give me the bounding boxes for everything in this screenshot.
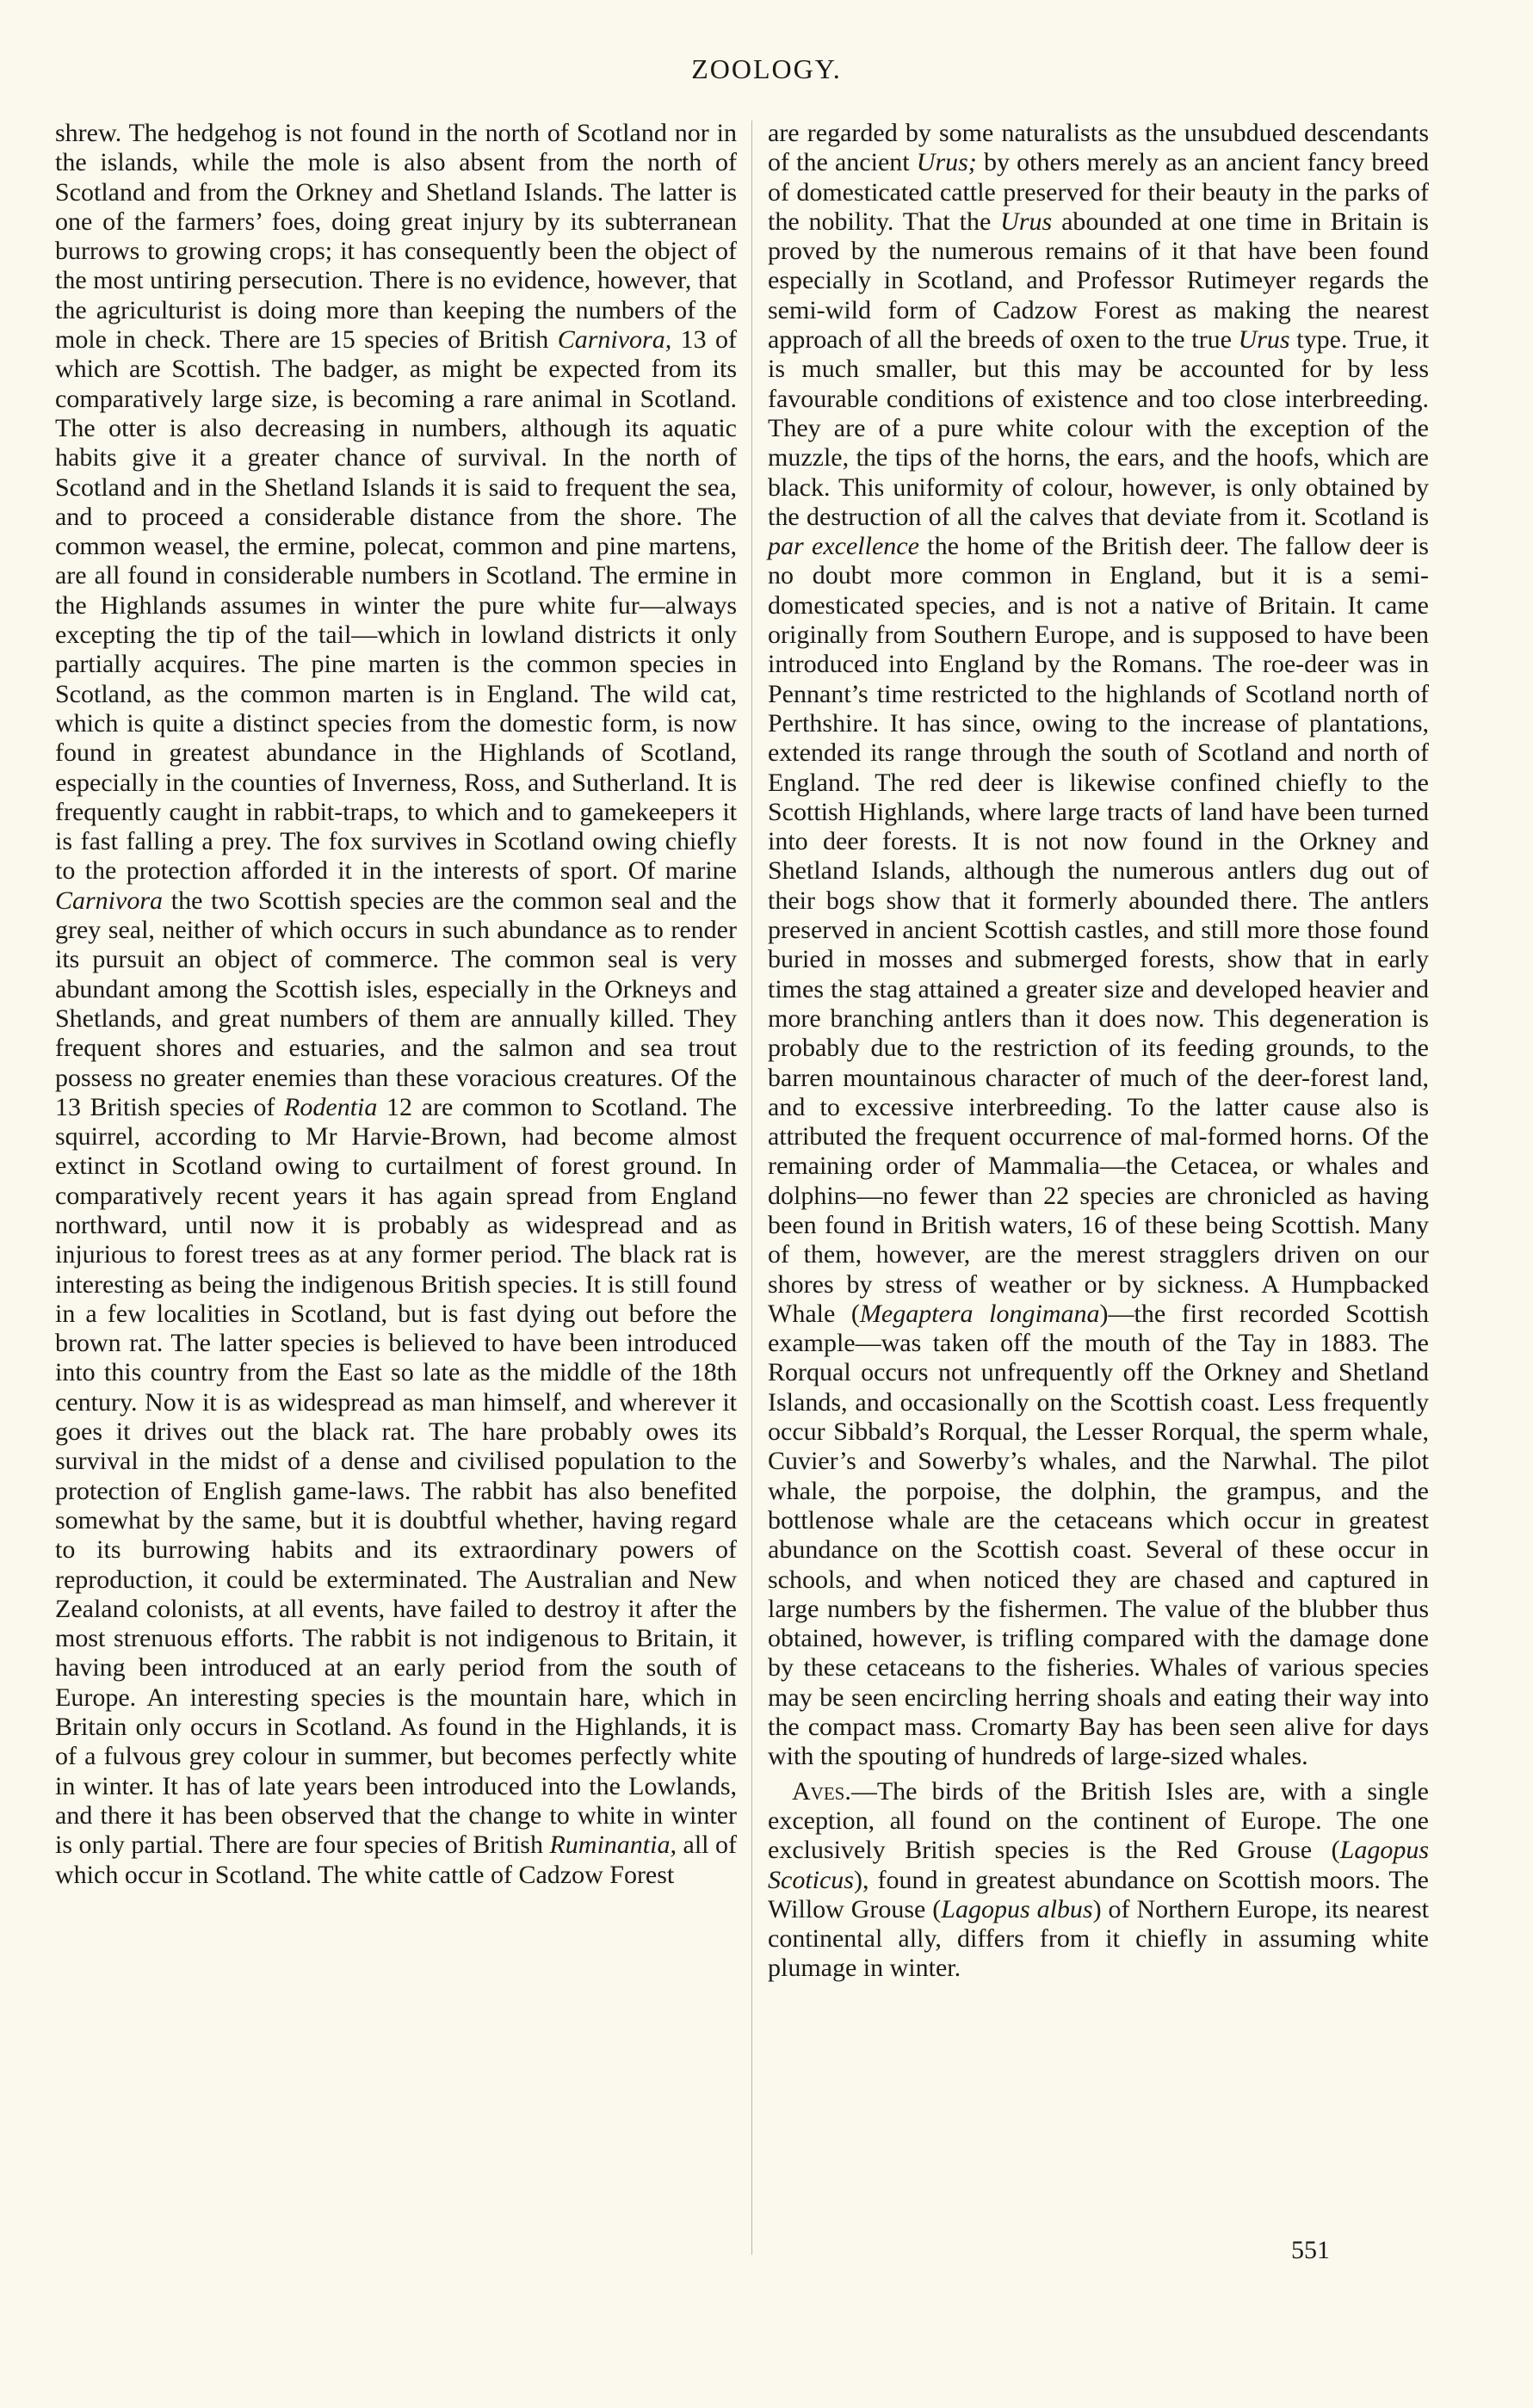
section-heading-aves: Aves. [792,1776,851,1806]
left-column [55,119,737,1890]
aves-paragraph: Aves.—The birds of the British Isles are, with a single exception, all found on the continent of Europe. The one exclusively British species is the Red Grouse (Lagopus Scoticus), found in greatest abundance on Scottish moors. The Willow Grouse (Lagopus albus) of Northern Europe, its nearest continental ally, differs from it chiefly in assuming white plumage in winter. [768,1776,1429,1983]
taxon-italic: Lagopus Scoticus [768,1836,1429,1894]
taxon-italic: Urus [1238,325,1290,355]
phrase-italic: par excellence [768,532,919,561]
right-paragraph: are regarded by some naturalists as the unsubdued descendants of the ancient Urus; by others merely as an ancient fancy breed of domesticated cattle preserved for their beauty in the parks of the nobility. That the Urus abounded at one time in Britain is proved by the numerous remains of it that have been found especially in Scotland, and Professor Rutimeyer regards the semi-wild form of Cadzow Forest as making the nearest approach of all the breeds of oxen to the true Urus type. True, it is much smaller, but this may be accounted for by less favourable conditions of existence and too close interbreeding. They are of a pure white colour with the exception of the muzzle, the tips of the horns, the ears, and the hoofs, which are black. This uniformity of colour, however, is only obtained by the destruction of all the calves that deviate from it. Scotland is par excellence the home of the British deer. The fallow deer is no doubt more common in England, but it is a semi-domesticated species, and is not a native of Britain. It came originally from Southern Europe, and is supposed to have been introduced into England by the Romans. The roe-deer was in Pennant’s time restricted to the highlands of Scotland north of Perthshire. It has since, owing to the increase of plantations, extended its range through the south of Scotland and north of England. The red deer is likewise confined chiefly to the Scottish Highlands, where large tracts of land have been turned into deer forests. It is not now found in the Orkney and Shetland Islands, although the numerous antlers dug out of their bogs show that it formerly abounded there. The antlers preserved in ancient Scottish castles, and still more those found buried in mosses and submerged forests, show that in early times the stag attained a greater size and developed heavier and more branching antlers than it does now. This degeneration is probably due to the restriction of its feeding grounds, to the barren mountainous character of much of the deer-forest land, and to excessive interbreeding. To the latter cause also is attributed the frequent occurrence of mal-formed horns. Of the remaining order of Mammalia—the Cetacea, or whales and dolphins—no fewer than 22 species are chronicled as having been found in British waters, 16 of these being Scottish. Many of them, however, are the merest stragglers driven on our shores by stress of weather or by sickness. A Humpbacked Whale (Megaptera longimana)—the first recorded Scottish example—was taken off the mouth of the Tay in 1883. The Rorqual occurs not unfrequently off the Orkney and Shetland Islands, and occasionally on the Scottish coast. Less frequently occur Sibbald’s Rorqual, the Lesser Rorqual, the sperm whale, Cuvier’s and Sowerby’s whales, and the Narwhal. The pilot whale, the porpoise, the dolphin, the grampus, and the bottlenose whale are the cetaceans which occur in greatest abundance on the Scottish coast. Several of these occur in schools, and when noticed they are chased and captured in large numbers by the fishermen. The value of the blubber thus obtained, however, is trifling compared with the damage done by these cetaceans to the fisheries. Whales of various species may be seen encircling herring shoals and eating their way into the compact mass. Cromarty Bay has been seen alive for days with the spouting of hundreds of large-sized whales. [768,119,1430,1771]
right-column [768,119,1429,1984]
taxon-italic: Carnivora [55,886,164,915]
running-head: ZOOLOGY. [691,53,842,84]
taxon-italic: Megaptera longimana [859,1299,1100,1328]
taxon-italic: Carnivora, [557,325,672,355]
taxon-italic: Rodentia [284,1092,378,1121]
taxon-italic: Urus; [916,148,977,177]
taxon-italic: Urus [1000,207,1053,236]
left-paragraph: shrew. The hedgehog is not found in the north of Scotland nor in the islands, while the mole is also absent from the north of Scotland and from the Orkney and Shetland Islands. The latter is one of the farmers’ foes, doing great injury by its subterranean burrows to growing crops; it has consequently been the object of the most untiring persecution. There is no evidence, however, that the agriculturist is doing more than keeping the numbers of the mole in check. There are 15 species of British Carnivora, 13 of which are Scottish. The badger, as might be expected from its comparatively large size, is becoming a rare animal in Scotland. The otter is also decreasing in numbers, although its aquatic habits give it a greater chance of survival. In the north of Scotland and in the Shetland Islands it is said to frequent the sea, and to proceed a considerable distance from the shore. The common weasel, the ermine, polecat, common and pine martens, are all found in considerable numbers in Scotland. The ermine in the Highlands assumes in winter the pure white fur—always excepting the tip of the tail—which in lowland districts it only partially acquires. The pine marten is the common species in Scotland, as the common marten is in England. The wild cat, which is quite a distinct species from the domestic form, is now found in greatest abundance in the Highlands of Scotland, especially in the counties of Inverness, Ross, and Sutherland. It is frequently caught in rabbit-traps, to which and to gamekeepers it is fast falling a prey. The fox survives in Scotland owing chiefly to the protection afforded it in the interests of sport. Of marine Carnivora the two Scottish species are the common seal and the grey seal, neither of which occurs in such abundance as to render its pursuit an object of commerce. The common seal is very abundant among the Scottish isles, especially in the Orkneys and Shetlands, and great numbers of them are annually killed. They frequent shores and estuaries, and the salmon and sea trout possess no greater enemies than these voracious creatures. Of the 13 British species of Rodentia 12 are common to Scotland. The squirrel, according to Mr Harvie-Brown, had become almost extinct in Scotland owing to curtailment of forest ground. In comparatively recent years it has again spread from England northward, until now it is probably as widespread and as injurious to forest trees as at any former period. The black rat is interesting as being the indigenous British species. It is still found in a few localities in Scotland, but is fast dying out before the brown rat. The latter species is believed to have been introduced into this country from the East so late as the middle of the 18th century. Now it is as widespread as man himself, and wherever it goes it drives out the black rat. The hare probably owes its survival in the midst of a dense and civilised population to the protection of English game-laws. The rabbit has also benefited somewhat by the same, but it is doubtful whether, having regard to its burrowing habits and its extraordinary powers of reproduction, it could be exterminated. The Australian and New Zealand colonists, at all events, have failed to destroy it after the most strenuous efforts. The rabbit is not indigenous to Britain, it having been introduced at an early period from the south of Europe. An interesting species is the mountain hare, which in Britain only occurs in Scotland. As found in the Highlands, it is of a fulvous grey colour in summer, but becomes perfectly white in winter. It has of late years been introduced into the Lowlands, and there it has been observed that the change to white in winter is only partial. There are four species of British Ruminantia, all of which occur in Scotland. The white cattle of Cadzow Forest [55,119,738,1889]
taxon-italic: Lagopus albus [941,1894,1093,1923]
column-divider [751,120,752,2255]
taxon-italic: Ruminantia, [549,1831,677,1860]
page-number: 551 [1291,2236,1330,2264]
